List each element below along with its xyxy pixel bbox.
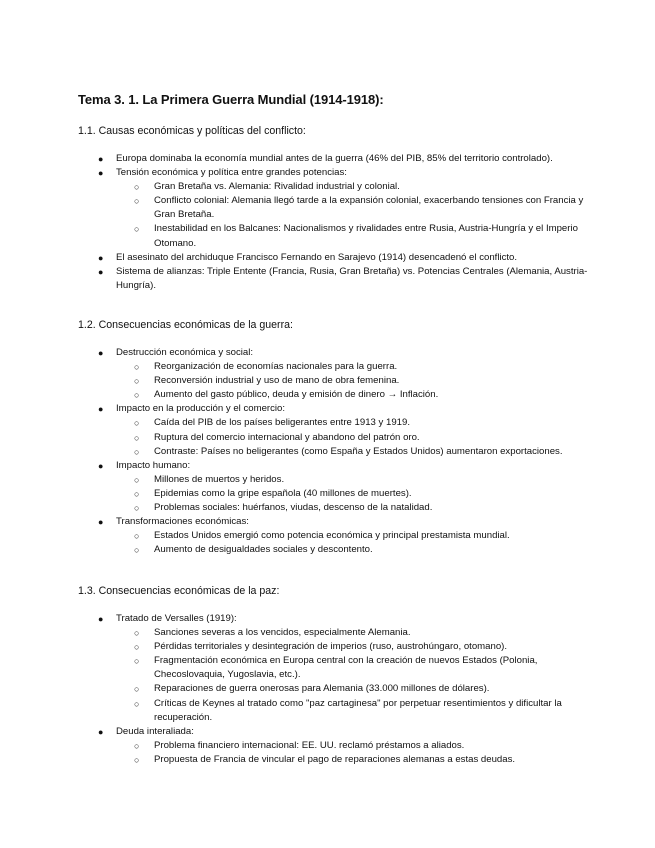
sub-list-item-text: Gran Bretaña vs. Alemania: Rivalidad industrial y colonial. [154, 181, 400, 193]
sub-list-item [116, 501, 598, 515]
bullet-list [78, 152, 598, 293]
sub-list-item-text: Reparaciones de guerra onerosas para Alemania (33.000 millones de dólares). [154, 683, 490, 695]
circle-bullet-icon: ○ [134, 362, 140, 373]
section-consecuencias-paz [78, 584, 598, 767]
circle-bullet-icon: ○ [134, 698, 140, 709]
list-item [78, 265, 598, 293]
sub-list-item [116, 388, 598, 402]
sub-list-item [116, 739, 598, 753]
list-item [78, 251, 598, 265]
sub-bullet-list [116, 416, 598, 458]
circle-bullet-icon: ○ [134, 182, 140, 193]
sub-list-item [116, 222, 598, 250]
sub-list-item-text: Propuesta de Francia de vincular el pago de reparaciones alemanas a estas deudas. [154, 753, 516, 765]
bullet-list [78, 612, 598, 767]
circle-bullet-icon: ○ [134, 196, 140, 207]
section-heading: 1.1. Causas económicas y políticas del conflicto: [78, 125, 306, 137]
circle-bullet-icon: ○ [134, 432, 140, 443]
sub-list-item-text: Caída del PIB de los países beligerantes entre 1913 y 1919. [154, 417, 411, 429]
list-item-text: Tratado de Versalles (1919): [116, 613, 237, 624]
circle-bullet-icon: ○ [134, 488, 140, 499]
sub-list-item-text: Aumento del gasto público, deuda y emisión de dinero → Inflación. [154, 389, 439, 401]
sub-list-item [116, 445, 598, 459]
sub-list-item-text: Conflicto colonial: Alemania llegó tarde a la expansión colonial, exacerbando tensiones con Francia y Gran Bretaña. [154, 195, 584, 221]
sub-list-item [116, 374, 598, 388]
bullet-icon: ● [98, 252, 104, 263]
sub-list-item-text: Críticas de Keynes al tratado como "paz cartaginesa" por perpetuar resentimientos y dificultar la recuperación. [154, 697, 562, 723]
bullet-icon: ● [98, 404, 104, 415]
sub-list-item [116, 416, 598, 430]
bullet-list [78, 346, 598, 557]
sub-list-item-text: Epidemias como la gripe española (40 millones de muertes). [154, 487, 412, 499]
sub-list-item [116, 682, 598, 696]
sub-list-item-text: Fragmentación económica en Europa central con la creación de nuevos Estados (Polonia, Checoslovaquia, Yugoslavia, etc.). [154, 655, 538, 681]
sub-list-item [116, 753, 598, 767]
sub-list-item-text: Sanciones severas a los vencidos, especialmente Alemania. [154, 627, 411, 639]
sub-list-item-text: Inestabilidad en los Balcanes: Nacionalismos y rivalidades entre Rusia, Austria-Hungría y el Imperio Otomano. [154, 223, 578, 249]
list-item-text: Impacto en la producción y el comercio: [116, 403, 286, 415]
sub-list-item [116, 697, 598, 725]
circle-bullet-icon: ○ [134, 376, 140, 387]
sub-list-item-text: Contraste: Países no beligerantes (como España y Estados Unidos) aumentaron exportaciones. [154, 445, 563, 457]
section-heading: 1.3. Consecuencias económicas de la paz: [78, 585, 280, 597]
list-item-text: Sistema de alianzas: Triple Entente (Francia, Rusia, Gran Bretaña) vs. Potencias Centrales (Alemania, Austria-Hungría). [116, 265, 588, 291]
sub-list-item [116, 543, 598, 557]
sub-list-item [116, 487, 598, 501]
bullet-icon: ● [98, 614, 104, 624]
sub-list-item [116, 180, 598, 194]
sub-list-item [116, 654, 598, 682]
circle-bullet-icon: ○ [134, 754, 140, 765]
circle-bullet-icon: ○ [134, 545, 140, 556]
sub-list-item-text: Reconversión industrial y uso de mano de obra femenina. [154, 375, 400, 387]
section-consecuencias-guerra [78, 318, 598, 557]
sub-bullet-list [116, 473, 598, 515]
list-item-text: Transformaciones económicas: [116, 516, 249, 528]
list-item [78, 166, 598, 251]
list-item-text: Destrucción económica y social: [116, 347, 254, 358]
sub-list-item-text: Estados Unidos emergió como potencia económica y principal prestamista mundial. [154, 530, 510, 542]
circle-bullet-icon: ○ [134, 446, 140, 457]
sub-list-item-text: Aumento de desigualdades sociales y descontento. [154, 544, 373, 556]
sub-list-item [116, 626, 598, 640]
list-item [78, 612, 598, 725]
circle-bullet-icon: ○ [134, 418, 140, 429]
circle-bullet-icon: ○ [134, 224, 140, 235]
list-item [78, 459, 598, 515]
circle-bullet-icon: ○ [134, 390, 140, 401]
list-item [78, 402, 598, 458]
document-title: Tema 3. 1. La Primera Guerra Mundial (1914-1918): [78, 92, 384, 107]
sub-list-item-text: Reorganización de economías nacionales para la guerra. [154, 361, 398, 373]
circle-bullet-icon: ○ [134, 656, 140, 667]
circle-bullet-icon: ○ [134, 628, 140, 639]
sub-list-item [116, 360, 598, 374]
section-heading: 1.2. Consecuencias económicas de la guerra: [78, 319, 293, 331]
sub-bullet-list [116, 739, 598, 767]
sub-list-item [116, 640, 598, 654]
bullet-icon: ● [98, 266, 104, 277]
sub-bullet-list [116, 180, 598, 250]
sub-bullet-list [116, 529, 598, 557]
sub-list-item [116, 529, 598, 543]
sub-list-item [116, 194, 598, 222]
bullet-icon: ● [98, 726, 104, 737]
bullet-icon: ● [98, 348, 104, 358]
circle-bullet-icon: ○ [134, 642, 140, 653]
sub-list-item-text: Problema financiero internacional: EE. UU. reclamó préstamos a aliados. [154, 739, 465, 751]
sub-list-item [116, 431, 598, 445]
sub-list-item-text: Problemas sociales: huérfanos, viudas, descenso de la natalidad. [154, 502, 433, 514]
circle-bullet-icon: ○ [134, 503, 140, 514]
sub-list-item [116, 473, 598, 487]
sub-list-item-text: Millones de muertos y heridos. [154, 473, 285, 485]
bullet-icon: ● [98, 460, 104, 471]
bullet-icon: ● [98, 168, 104, 179]
sub-bullet-list [116, 360, 598, 402]
list-item-text: El asesinato del archiduque Francisco Fernando en Sarajevo (1914) desencadenó el conflicto. [116, 251, 518, 263]
list-item [78, 725, 598, 767]
circle-bullet-icon: ○ [134, 474, 140, 485]
bullet-icon: ● [98, 517, 104, 528]
section-causas [78, 124, 598, 293]
sub-bullet-list [116, 626, 598, 725]
list-item [78, 152, 598, 166]
list-item-text: Tensión económica y política entre grandes potencias: [116, 167, 347, 179]
circle-bullet-icon: ○ [134, 740, 140, 751]
sub-list-item-text: Pérdidas territoriales y desintegración de imperios (ruso, austrohúngaro, otomano). [154, 641, 508, 653]
list-item-text: Deuda interaliada: [116, 725, 194, 737]
bullet-icon: ● [98, 154, 104, 164]
circle-bullet-icon: ○ [134, 531, 140, 542]
list-item [78, 346, 598, 402]
list-item-text: Europa dominaba la economía mundial antes de la guerra (46% del PIB, 85% del territorio controlado). [116, 153, 553, 164]
list-item [78, 515, 598, 557]
circle-bullet-icon: ○ [134, 684, 140, 695]
list-item-text: Impacto humano: [116, 459, 191, 471]
sub-list-item-text: Ruptura del comercio internacional y abandono del patrón oro. [154, 431, 420, 443]
